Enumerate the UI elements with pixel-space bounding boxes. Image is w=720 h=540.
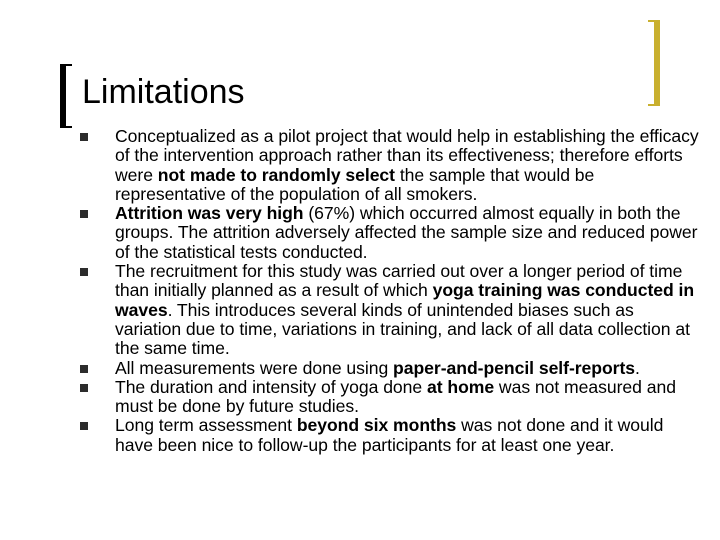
text-run: The duration and intensity of yoga done [115, 376, 427, 397]
bullet-text [115, 359, 700, 378]
bullet-list [80, 127, 700, 455]
list-item [80, 359, 700, 378]
bullet-text [115, 204, 700, 262]
text-run: (67%) which occurred almost equally in both the groups. The attrition adversely affected the sample size and reduced power of the statistical tests conducted. [115, 203, 698, 262]
text-run: was not measured and must be done by future studies. [115, 376, 676, 417]
slide-title: Limitations [82, 73, 245, 111]
text-run: Long term assessment [115, 415, 297, 436]
square-bullet-icon [80, 365, 88, 373]
text-run: The recruitment for this study was carried out over a longer period of time than initially planned as a result of which [115, 261, 683, 301]
text-run: was not done and it would have been nice to follow-up the participants for at least one year. [115, 415, 664, 455]
square-bullet-icon [80, 384, 88, 392]
bold-text-run: yoga training was conducted in waves [115, 280, 695, 320]
square-bullet-icon [80, 422, 88, 430]
bullet-text [115, 416, 700, 455]
list-item [80, 204, 700, 262]
bold-text-run: paper-and-pencil self-reports [393, 357, 636, 378]
title-right-bracket [648, 20, 660, 106]
list-item [80, 378, 700, 417]
title-left-bracket [60, 64, 72, 128]
square-bullet-icon [80, 210, 88, 218]
bullet-text [115, 262, 700, 358]
bold-text-run: Attrition was very high [115, 203, 304, 224]
bold-text-run: beyond six months [296, 415, 457, 436]
text-run: . This introduces several kinds of unintended biases such as variation due to time, variations in training, and lack of all data collection at the same time. [115, 299, 690, 359]
text-run: All measurements were done using [115, 357, 394, 378]
square-bullet-icon [80, 133, 88, 141]
list-item [80, 262, 700, 358]
text-run: Conceptualized as a pilot project that would help in establishing the efficacy of the intervention approach rather than its effectiveness; therefore efforts were [115, 126, 699, 185]
list-item [80, 416, 700, 455]
bold-text-run: at home [426, 376, 495, 397]
text-run: the sample that would be representative of the population of all smokers. [115, 164, 595, 204]
square-bullet-icon [80, 268, 88, 276]
text-run: . [635, 357, 640, 378]
bullet-text [115, 378, 700, 417]
list-item [80, 127, 700, 204]
bullet-text [115, 127, 700, 204]
bold-text-run: not made to randomly select [157, 164, 395, 185]
